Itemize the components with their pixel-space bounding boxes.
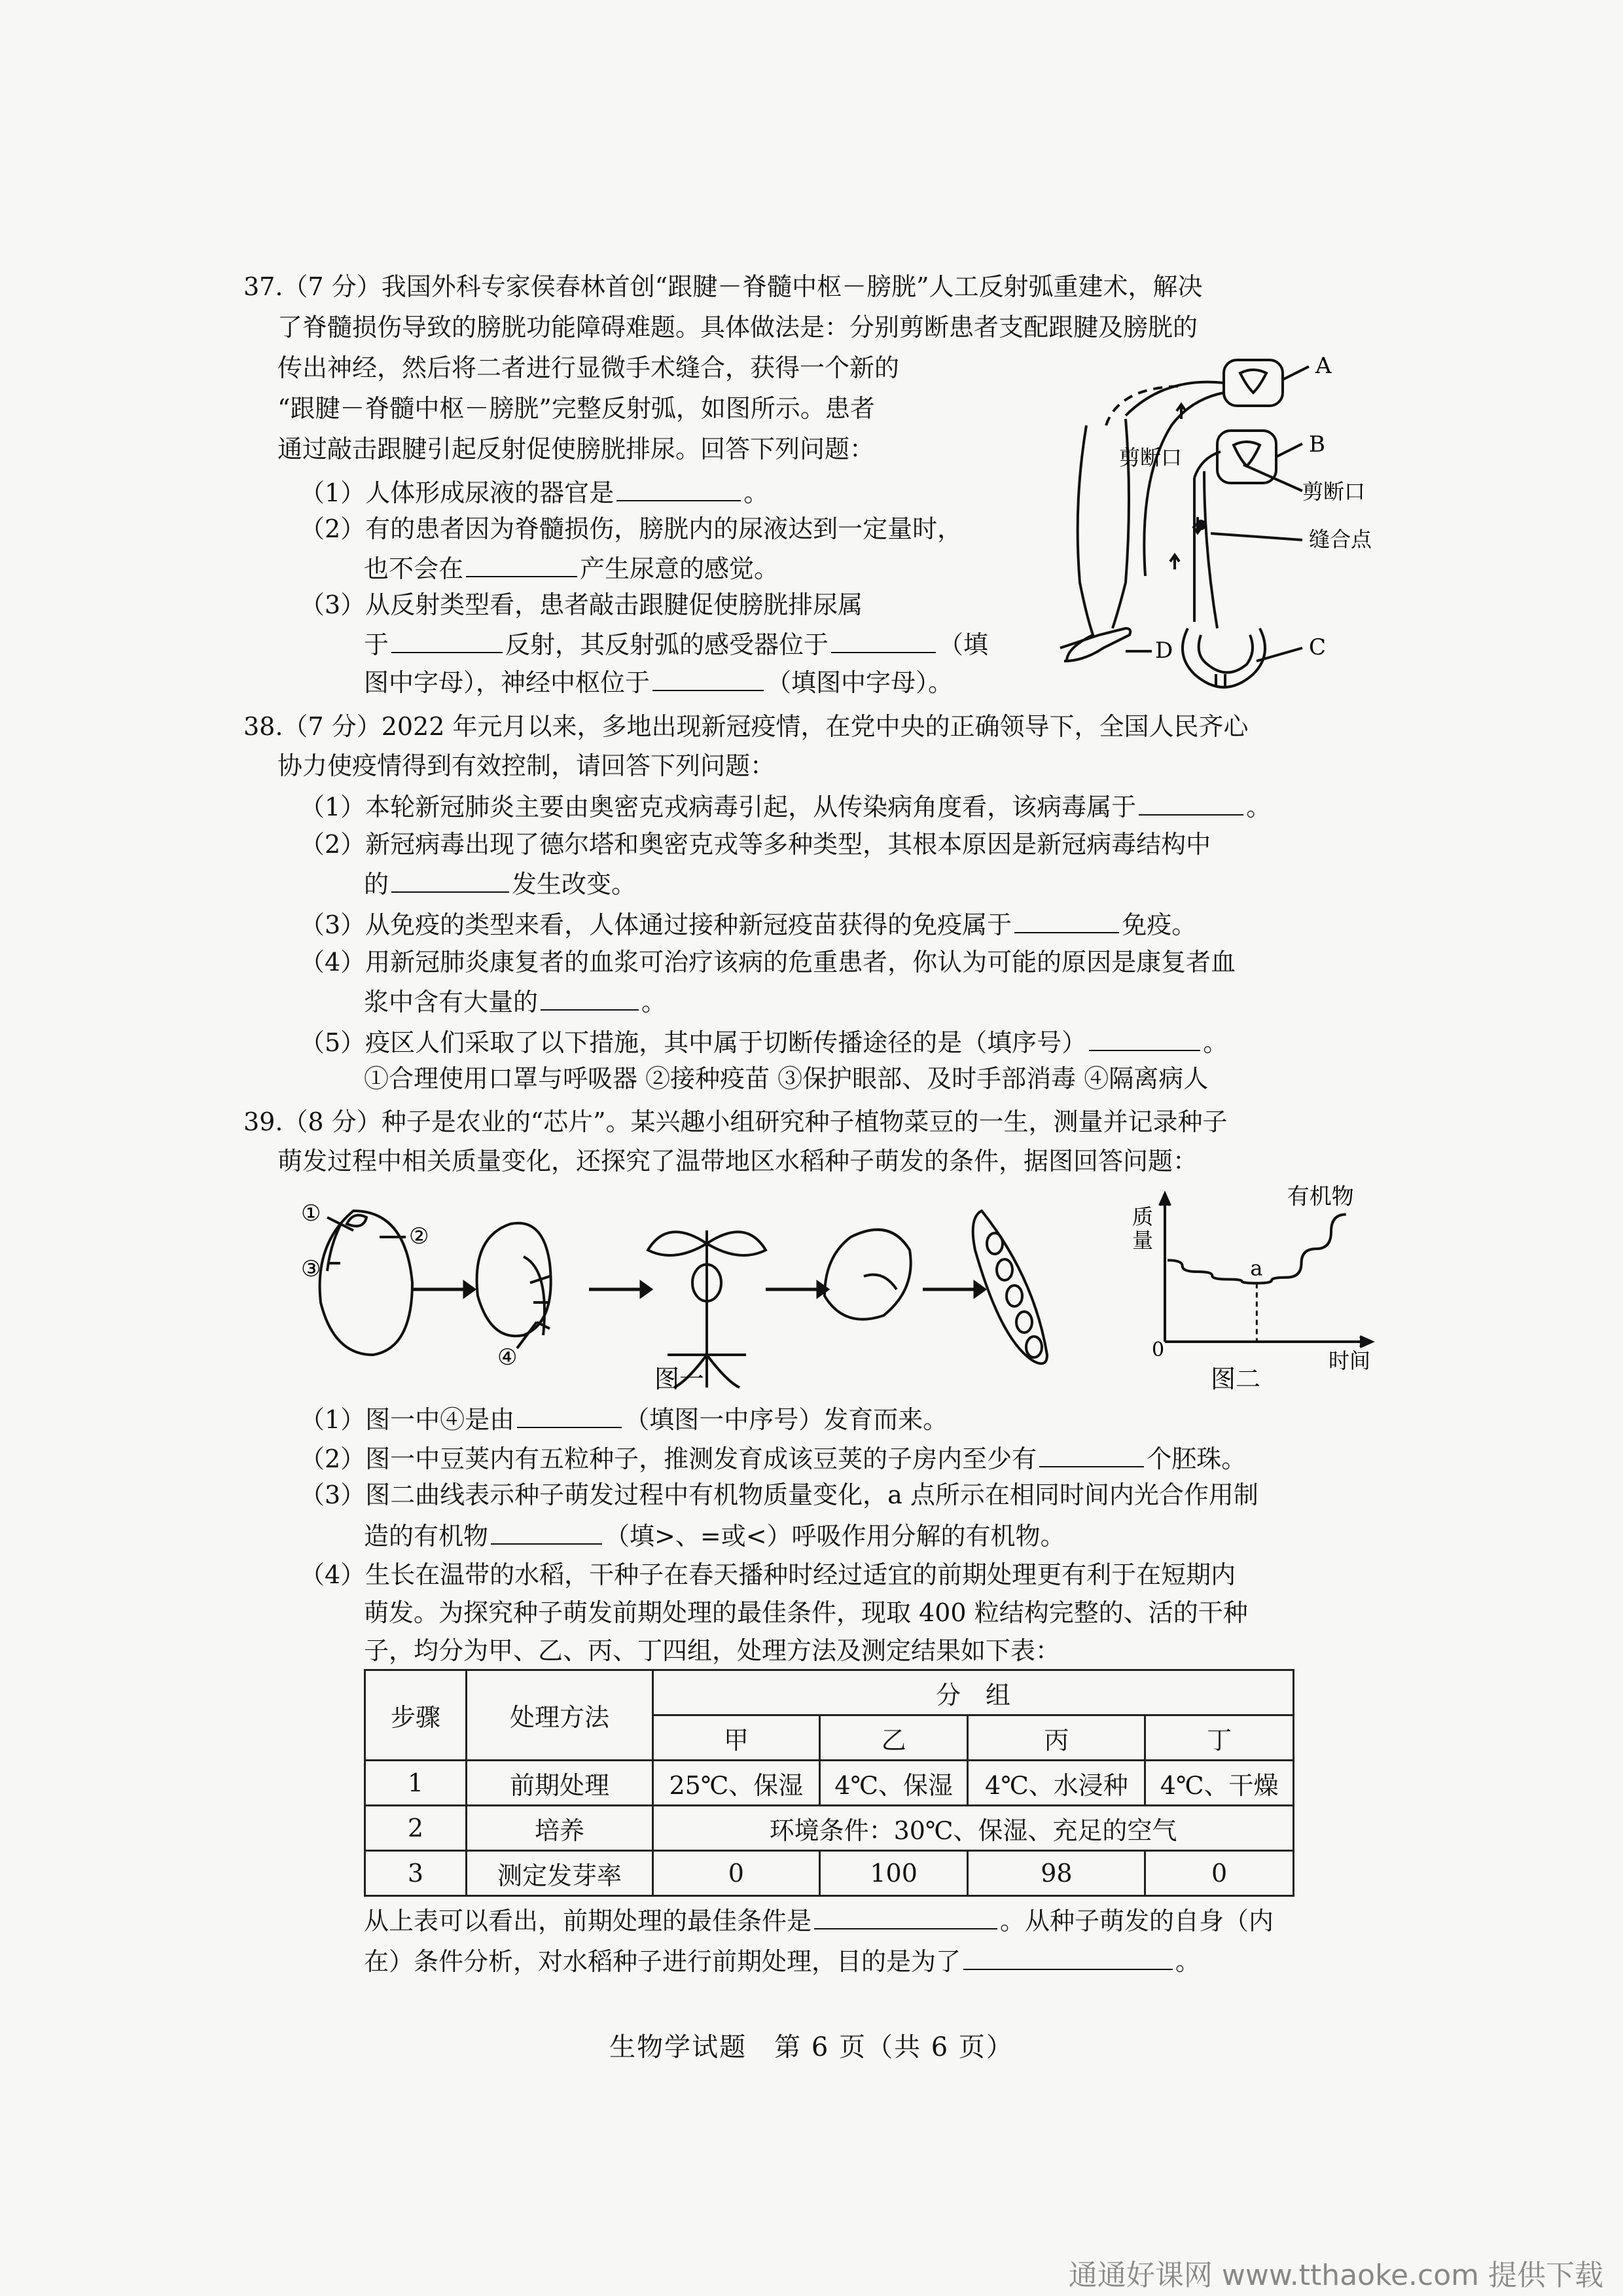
answer-blank[interactable] xyxy=(517,1401,622,1428)
cell-value: 100 xyxy=(819,1851,968,1896)
q38-sub-2a: （2）新冠病毒出现了德尔塔和奥密克戎等多种类型，其根本原因是新冠病毒结构中 xyxy=(300,830,1211,859)
cell-value: 98 xyxy=(968,1851,1145,1896)
cell-step: 1 xyxy=(365,1761,467,1806)
bean-lifecycle-figure xyxy=(301,1185,1086,1401)
answer-blank[interactable] xyxy=(1089,1024,1200,1051)
organic-matter-chart xyxy=(1113,1185,1400,1401)
series-label: 有机物 xyxy=(1287,1185,1354,1210)
page-footer: 生物学试题 第 6 页（共 6 页） xyxy=(609,2032,1014,2062)
cell-value: 25℃、保湿 xyxy=(653,1761,820,1806)
q38-line-1: 38.（7 分）2022 年元月以来，多地出现新冠疫情，在党中央的正确领导下，全国人民齐心 xyxy=(243,712,1249,741)
q37-sub-3c: 图中字母），神经中枢位于 （填图中字母）。 xyxy=(364,664,953,700)
answer-blank[interactable] xyxy=(1039,1440,1144,1467)
origin-label: 0 xyxy=(1152,1338,1165,1361)
y-axis-label-top: 质 xyxy=(1132,1204,1154,1229)
q38-sub-4b: 浆中含有大量的 。 xyxy=(364,983,666,1019)
label-C: C xyxy=(1309,634,1327,660)
answer-blank[interactable] xyxy=(831,626,936,653)
cell-method: 培养 xyxy=(467,1806,653,1851)
q38-sub-2b: 的 发生改变。 xyxy=(364,865,636,901)
annotation-point-label: a xyxy=(1250,1255,1263,1281)
fig1-caption: 图一 xyxy=(654,1365,705,1393)
cell-step: 3 xyxy=(365,1851,467,1896)
q39-sub-5b: 在）条件分析，对水稻种子进行前期处理，目的是为了 。 xyxy=(364,1943,1200,1979)
q37-sub-2a: （2）有的患者因为脊髓损伤，膀胱内的尿液达到一定量时， xyxy=(300,514,963,543)
cell-value: 4℃、保湿 xyxy=(819,1761,968,1806)
x-axis-label: 时间 xyxy=(1329,1348,1371,1373)
experiment-table xyxy=(364,1669,1294,1897)
answer-blank[interactable] xyxy=(963,1943,1173,1970)
q39-sub-1: （1）图一中④是由 （填图一中序号）发育而来。 xyxy=(300,1401,948,1437)
answer-blank[interactable] xyxy=(1014,906,1119,933)
label-B: B xyxy=(1309,431,1325,457)
label-cut-right: 剪断口 xyxy=(1302,479,1366,504)
q37-line-1: 37.（7 分）我国外科专家侯春林首创“跟腱－脊髓中枢－膀胱”人工反射弧重建术，解决 xyxy=(243,272,1203,301)
cell-method: 测定发芽率 xyxy=(467,1851,653,1896)
cell-method: 前期处理 xyxy=(467,1761,653,1806)
cell-merged: 环境条件：30℃、保湿、充足的空气 xyxy=(653,1806,1294,1851)
q37-line-3: 传出神经，然后将二者进行显微手术缝合，获得一个新的 xyxy=(277,353,900,382)
fig1-label-4: ④ xyxy=(497,1344,518,1371)
label-D: D xyxy=(1155,637,1173,664)
answer-blank[interactable] xyxy=(491,1517,602,1545)
header-step: 步骤 xyxy=(365,1670,467,1761)
y-axis-label-bottom: 量 xyxy=(1132,1228,1154,1253)
label-suture: 缝合点 xyxy=(1309,527,1372,552)
cell-value: 4℃、水浸种 xyxy=(968,1761,1145,1806)
q37-sub-1: （1）人体形成尿液的器官是 。 xyxy=(300,474,768,510)
header-method: 处理方法 xyxy=(467,1670,653,1761)
header-group: 分 组 xyxy=(653,1670,1294,1715)
cell-value: 4℃、干燥 xyxy=(1145,1761,1294,1806)
fig2-caption: 图二 xyxy=(1211,1365,1261,1393)
watermark: 通通好课网 www.tthaoke.com 提供下载 xyxy=(1068,2259,1603,2292)
answer-blank[interactable] xyxy=(1139,788,1243,816)
cell-value: 0 xyxy=(1145,1851,1294,1896)
label-A: A xyxy=(1315,353,1332,379)
cell-value: 0 xyxy=(653,1851,820,1896)
fig1-label-2: ② xyxy=(409,1223,429,1249)
q38-sub-5-options: ①合理使用口罩与呼吸器 ②接种疫苗 ③保护眼部、及时手部消毒 ④隔离病人 xyxy=(364,1064,1209,1093)
q39-sub-2: （2）图一中豆荚内有五粒种子，推测发育成该豆荚的子房内至少有 个胚珠。 xyxy=(300,1440,1246,1476)
q39-sub-4a: （4）生长在温带的水稻，干种子在春天播种时经过适宜的前期处理更有利于在短期内 xyxy=(300,1560,1236,1589)
q37-line-4: “跟腱－脊髓中枢－膀胱”完整反射弧，如图所示。患者 xyxy=(277,394,875,423)
q37-line-2: 了脊髓损伤导致的膀胱功能障碍难题。具体做法是：分别剪断患者支配跟腱及膀胱的 xyxy=(277,313,1198,342)
group-ding: 丁 xyxy=(1145,1715,1294,1761)
q38-sub-3: （3）从免疫的类型来看，人体通过接种新冠疫苗获得的免疫属于 免疫。 xyxy=(300,906,1196,942)
reflex-arc-figure xyxy=(1047,353,1414,700)
table-row xyxy=(365,1851,1294,1896)
group-jia: 甲 xyxy=(653,1715,820,1761)
q37-sub-2b: 也不会在 产生尿意的感觉。 xyxy=(364,550,779,586)
q38-sub-1: （1）本轮新冠肺炎主要由奥密克戎病毒引起，从传染病角度看，该病毒属于 。 xyxy=(300,788,1271,824)
answer-blank[interactable] xyxy=(541,983,639,1011)
q39-sub-4c: 子，均分为甲、乙、丙、丁四组，处理方法及测定结果如下表： xyxy=(364,1636,1061,1665)
q37-sub-3a: （3）从反射类型看，患者敲击跟腱促使膀胱排尿属 xyxy=(300,590,863,619)
q38-line-2: 协力使疫情得到有效控制，请回答下列问题： xyxy=(277,751,776,780)
answer-blank[interactable] xyxy=(391,865,509,893)
answer-blank[interactable] xyxy=(466,550,577,577)
table-row xyxy=(365,1761,1294,1806)
answer-blank[interactable] xyxy=(814,1902,997,1929)
q39-sub-3a: （3）图二曲线表示种子萌发过程中有机物质量变化，a 点所示在相同时间内光合作用制 xyxy=(300,1480,1258,1509)
q38-sub-4a: （4）用新冠肺炎康复者的血浆可治疗该病的危重患者，你认为可能的原因是康复者血 xyxy=(300,948,1236,977)
label-cut-left: 剪断口 xyxy=(1119,445,1183,470)
fig1-label-3: ③ xyxy=(301,1256,321,1282)
q39-sub-4b: 萌发。为探究种子萌发前期处理的最佳条件，现取 400 粒结构完整的、活的干种 xyxy=(364,1598,1248,1627)
answer-blank[interactable] xyxy=(652,664,764,691)
group-yi: 乙 xyxy=(819,1715,968,1761)
q37-sub-3b: 于 反射，其反射弧的感受器位于 （填 xyxy=(364,626,988,662)
answer-blank[interactable] xyxy=(391,626,503,653)
q39-line-2: 萌发过程中相关质量变化，还探究了温带地区水稻种子萌发的条件，据图回答问题： xyxy=(277,1147,1198,1175)
q39-sub-5a: 从上表可以看出，前期处理的最佳条件是 。从种子萌发的自身（内 xyxy=(364,1902,1274,1938)
cell-step: 2 xyxy=(365,1806,467,1851)
group-bing: 丙 xyxy=(968,1715,1145,1761)
q39-line-1: 39.（8 分）种子是农业的“芯片”。某兴趣小组研究种子植物菜豆的一生，测量并记录种子 xyxy=(243,1107,1228,1136)
answer-blank[interactable] xyxy=(616,474,741,501)
q39-sub-3b: 造的有机物 （填>、=或<）呼吸作用分解的有机物。 xyxy=(364,1517,1065,1553)
fig1-label-1: ① xyxy=(301,1200,321,1227)
q37-line-5: 通过敲击跟腱引起反射促使膀胱排尿。回答下列问题： xyxy=(277,435,875,463)
table-row xyxy=(365,1806,1294,1851)
q38-sub-5: （5）疫区人们采取了以下措施，其中属于切断传播途径的是（填序号） 。 xyxy=(300,1024,1228,1060)
